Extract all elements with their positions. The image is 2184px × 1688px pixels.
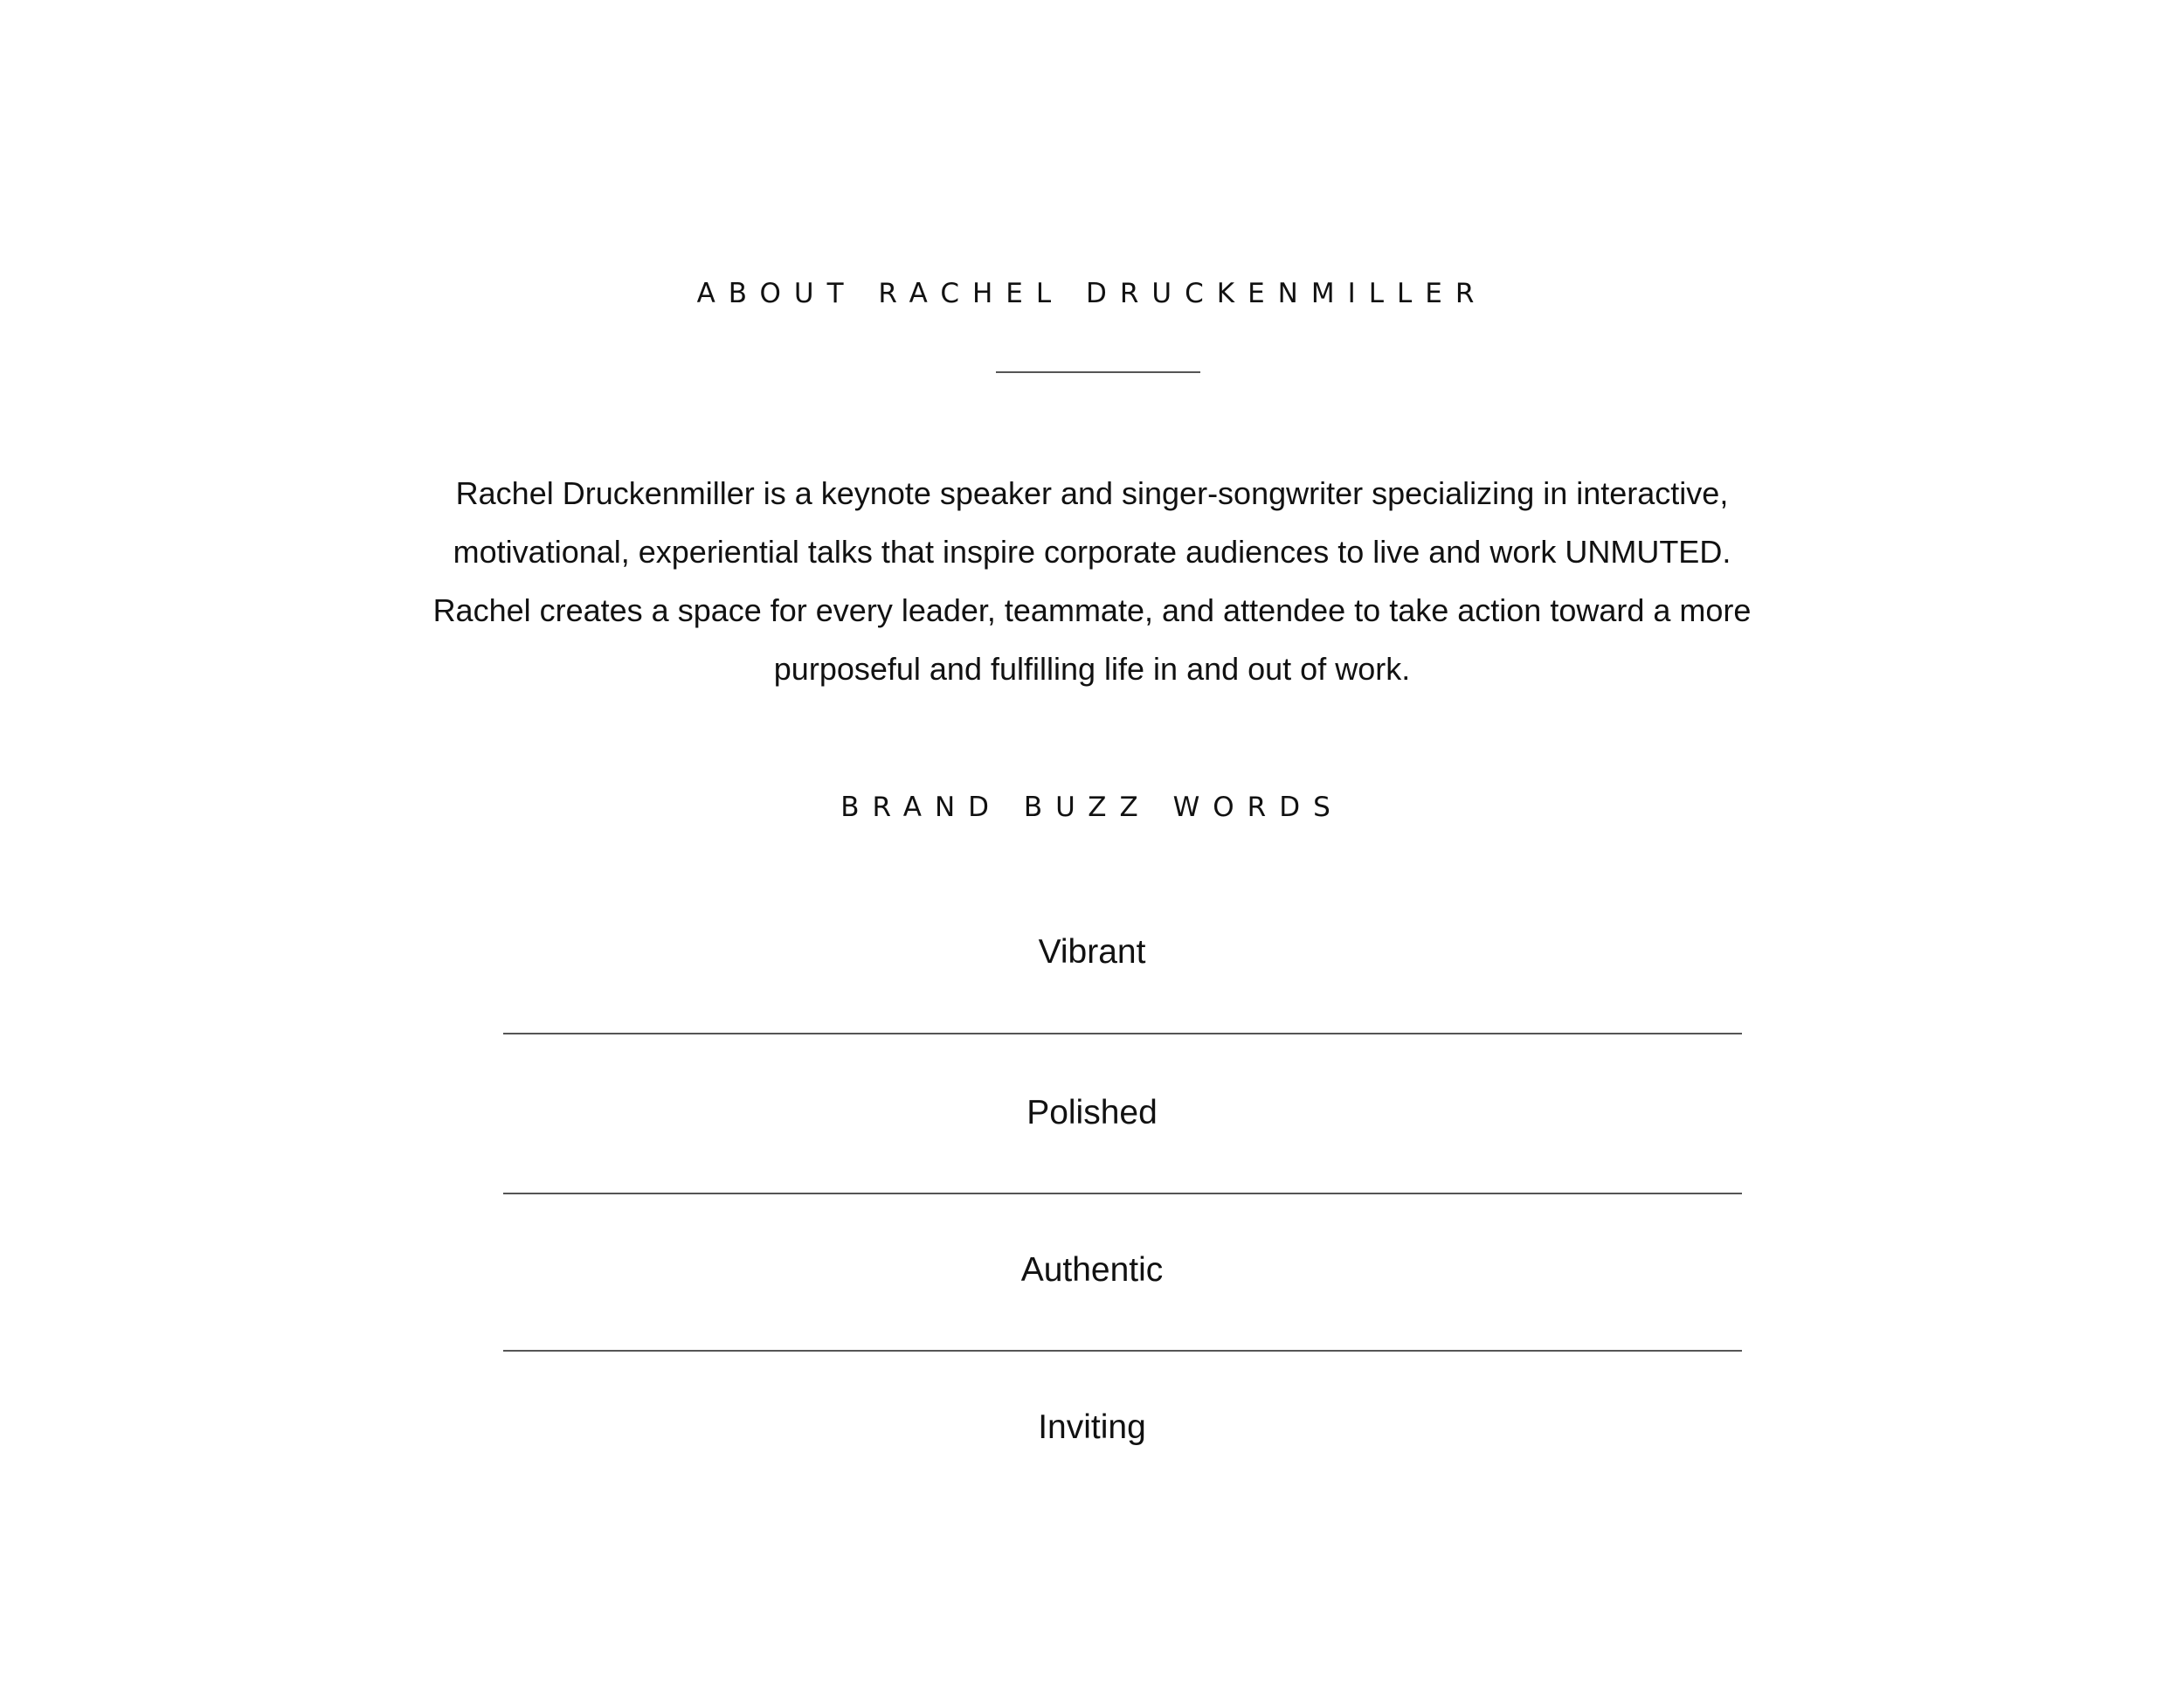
bio-line: Rachel creates a space for every leader, teammate, and attendee to take action toward a more xyxy=(432,592,1752,628)
bio-line: purposeful and fulfilling life in and out of work. xyxy=(773,651,1411,687)
buzz-word-divider xyxy=(503,1350,1742,1352)
bio-paragraph xyxy=(341,464,1843,698)
about-heading: ABOUT RACHEL DRUCKENMILLER xyxy=(696,278,1488,309)
bio-line: motivational, experiential talks that inspire corporate audiences to live and work UNMUTED. xyxy=(453,534,1731,570)
buzz-word-polished: Polished xyxy=(1026,1094,1158,1131)
buzz-word-divider xyxy=(503,1033,1742,1034)
buzz-word-inviting: Inviting xyxy=(1038,1408,1146,1446)
bio-line: Rachel Druckenmiller is a keynote speaker and singer-songwriter specializing in interactive, xyxy=(455,475,1729,511)
buzz-word-divider xyxy=(503,1193,1742,1194)
heading-underline xyxy=(996,371,1200,373)
buzz-words-heading: BRAND BUZZ WORDS xyxy=(840,792,1344,823)
buzz-word-vibrant: Vibrant xyxy=(1038,933,1146,971)
buzz-word-authentic: Authentic xyxy=(1020,1251,1164,1289)
